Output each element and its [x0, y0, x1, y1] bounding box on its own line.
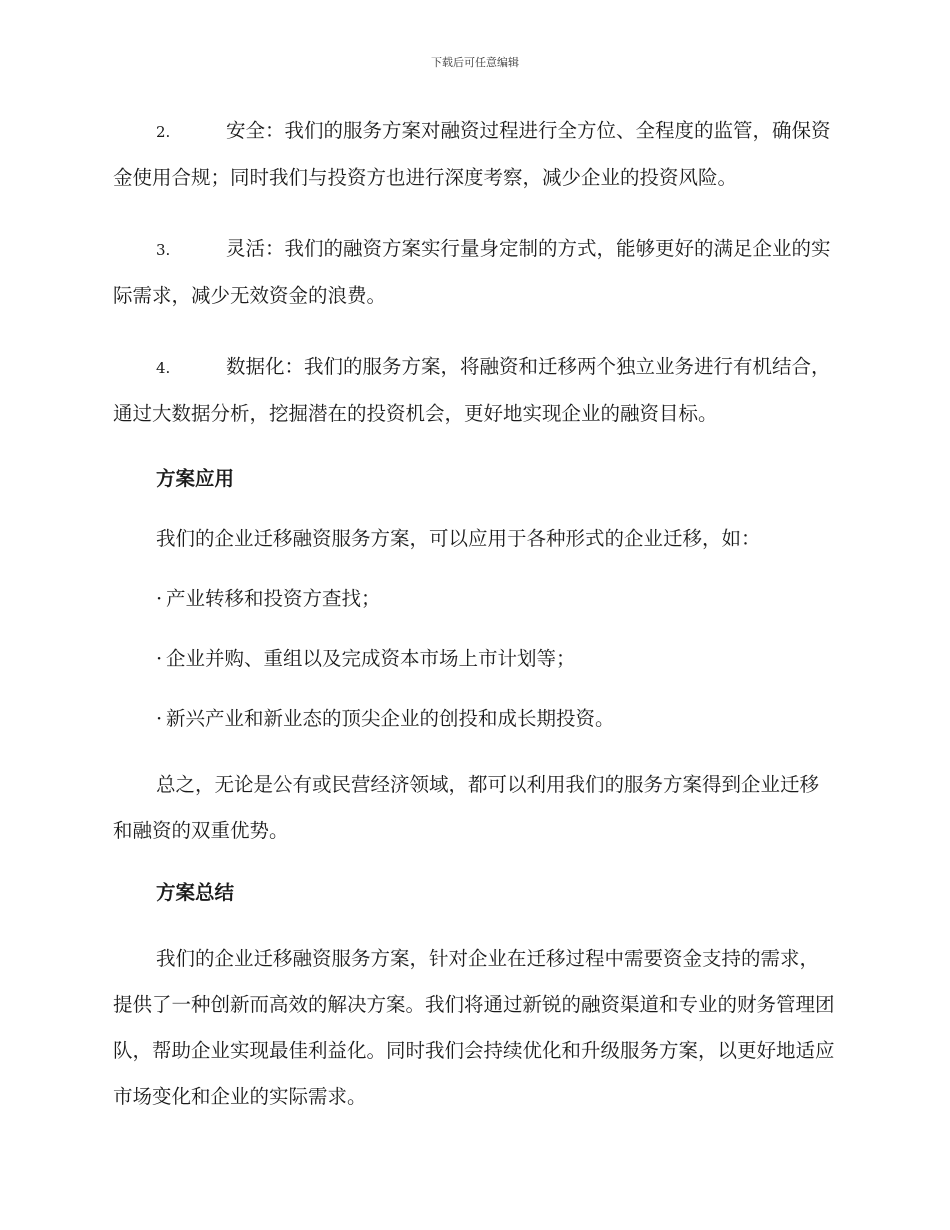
item-text: 安全：我们的服务方案对融资过程进行全方位、全程度的监管，确保资金使用合规；同时我们与投资方也进行深度考察，减少企业的投资风险。	[113, 119, 831, 189]
document-body	[113, 108, 837, 1142]
application-conclusion: 总之，无论是公有或民营经济领域，都可以利用我们的服务方案得到企业迁移和融资的双重优势。	[113, 773, 820, 842]
numbered-item-4	[113, 344, 837, 437]
bullet-item	[113, 642, 837, 676]
bullet-text: 企业并购、重组以及完成资本市场上市计划等；	[166, 647, 576, 670]
bullet-symbol: ·	[156, 587, 163, 610]
bullet-text: 产业转移和投资方查找；	[166, 587, 381, 610]
item-text: 数据化：我们的服务方案，将融资和迁移两个独立业务进行有机结合，通过大数据分析，挖掘潜在的投资机会，更好地实现企业的融资目标。	[113, 355, 831, 425]
summary-body: 我们的企业迁移融资服务方案，针对企业在迁移过程中需要资金支持的需求，提供了一种创新而高效的解决方案。我们将通过新锐的融资渠道和专业的财务管理团队，帮助企业实现最佳利益化。同时我们会持续优化和升级服务方案，以更好地适应市场变化和企业的实际需求。	[113, 947, 835, 1108]
page-header: 下载后可任意编辑	[431, 56, 519, 69]
section-heading-application: 方案应用	[156, 467, 235, 490]
item-number: 4.	[156, 359, 171, 377]
item-text: 灵活：我们的融资方案实行量身定制的方式，能够更好的满足企业的实际需求，减少无效资金的浪费。	[113, 237, 831, 307]
numbered-item-3	[113, 226, 837, 319]
bullet-symbol: ·	[156, 707, 163, 730]
bullet-item	[113, 582, 837, 616]
bullet-symbol: ·	[156, 647, 163, 670]
bullet-text: 新兴产业和新业态的顶尖企业的创投和成长期投资。	[166, 707, 615, 730]
item-number: 2.	[156, 123, 171, 141]
bullet-item	[113, 702, 837, 736]
application-intro: 我们的企业迁移融资服务方案，可以应用于各种形式的企业迁移，如：	[156, 527, 761, 550]
item-number: 3.	[156, 241, 171, 259]
section-heading-summary: 方案总结	[156, 881, 235, 904]
numbered-item-2	[113, 108, 837, 201]
